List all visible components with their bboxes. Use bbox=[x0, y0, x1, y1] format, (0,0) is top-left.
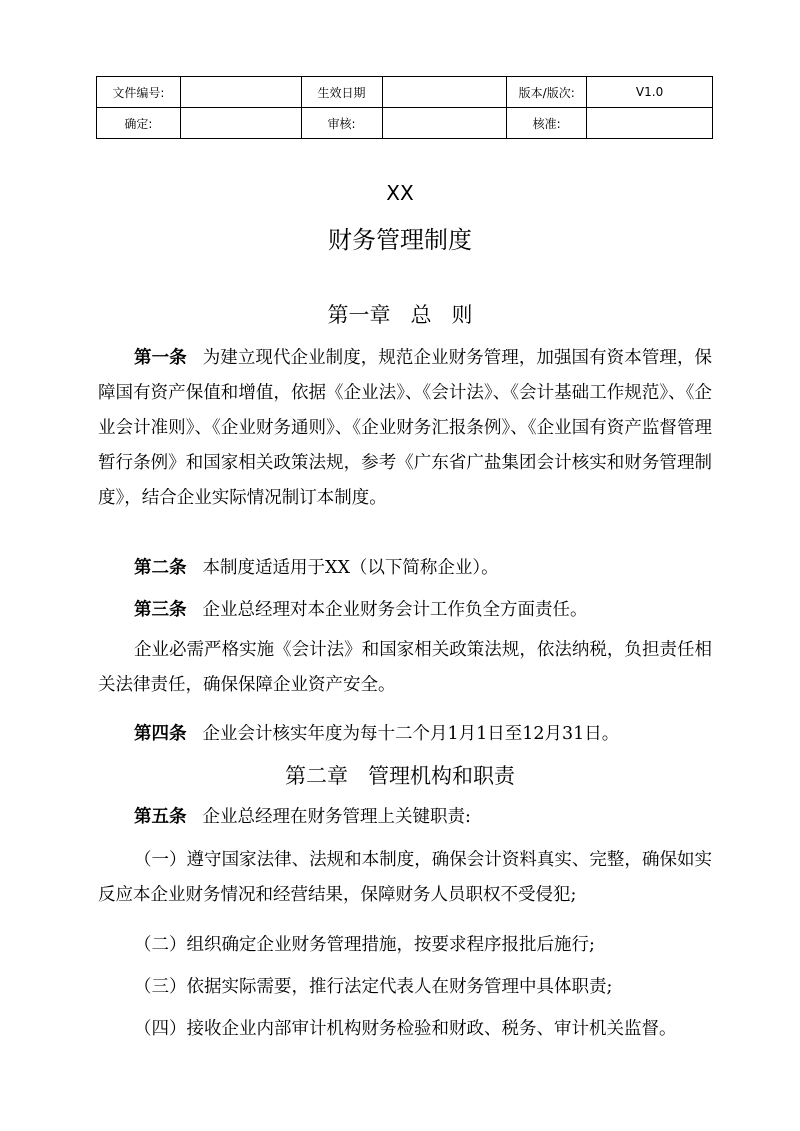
review-value bbox=[382, 108, 507, 139]
article-2 bbox=[98, 551, 712, 586]
article-1 bbox=[98, 341, 712, 516]
article-5-text: 企业总经理在财务管理上关键职责: bbox=[202, 807, 471, 827]
approve-label: 核准: bbox=[507, 108, 587, 139]
chapter-2-heading: 第二章 管理机构和职责 bbox=[284, 764, 516, 788]
info-row-2 bbox=[97, 108, 713, 139]
approve-value bbox=[587, 108, 713, 139]
article-2-text: 本制度适适用于XX（以下简称企业）。 bbox=[202, 558, 499, 578]
article-5-item-2: （二）组织确定企业财务管理措施，按要求程序报批后施行; bbox=[134, 935, 595, 955]
file-no-value bbox=[180, 77, 301, 108]
confirm-label: 确定: bbox=[97, 108, 181, 139]
review-label: 审核: bbox=[301, 108, 382, 139]
article-5 bbox=[98, 800, 712, 835]
effective-date-label: 生效日期 bbox=[301, 77, 382, 108]
chapter-1-heading: 第一章 总 则 bbox=[327, 303, 473, 327]
article-1-text: 为建立现代企业制度，规范企业财务管理，加强国有资本管理，保障国有资产保值和增值，依据《企业法》、《会计法》、《会计基础工作规范》、《企业会计准则》、《企业财务通则》、《企业财务汇报条例》、《企业国有资产监督管理暂行条例》和国家相关政策法规，参考《广东省广盐集团会计核实和财务管理制度》，结合企业实际情况制订本制度。 bbox=[98, 348, 713, 508]
article-3 bbox=[98, 593, 712, 628]
article-5-item-3: （三）依据实际需要，推行法定代表人在财务管理中具体职责; bbox=[134, 977, 613, 997]
article-5-item-1: （一）遵守国家法律、法规和本制度，确保会计资料真实、完整，确保如实反应本企业财务情况和经营结果，保障财务人员职权不受侵犯; bbox=[98, 850, 712, 905]
article-4 bbox=[98, 717, 712, 752]
article-2-label: 第二条 bbox=[134, 558, 187, 578]
org-title: XX bbox=[386, 181, 414, 205]
article-4-label: 第四条 bbox=[134, 724, 187, 744]
article-3-label: 第三条 bbox=[134, 600, 187, 620]
version-value: V1.0 bbox=[587, 77, 713, 108]
article-5-label: 第五条 bbox=[134, 807, 187, 827]
article-3-text: 企业总经理对本企业财务会计工作负全方面责任。 bbox=[202, 600, 588, 620]
article-4-text: 企业会计核实年度为每十二个月1月1日至12月31日。 bbox=[202, 724, 620, 744]
version-label: 版本/版次: bbox=[507, 77, 587, 108]
article-3-paragraph-2: 企业必需严格实施《会计法》和国家相关政策法规，依法纳税，负担责任相关法律责任，确保保障企业资产安全。 bbox=[98, 640, 712, 695]
info-row-1 bbox=[97, 77, 713, 108]
effective-date-value bbox=[382, 77, 507, 108]
confirm-value bbox=[180, 108, 301, 139]
document-title: 财务管理制度 bbox=[328, 226, 472, 254]
file-no-label: 文件编号: bbox=[97, 77, 181, 108]
article-1-label: 第一条 bbox=[134, 348, 187, 368]
article-5-item-4: （四）接收企业内部审计机构财务检验和财政、税务、审计机关监督。 bbox=[134, 1019, 677, 1039]
document-info-table bbox=[96, 76, 713, 139]
